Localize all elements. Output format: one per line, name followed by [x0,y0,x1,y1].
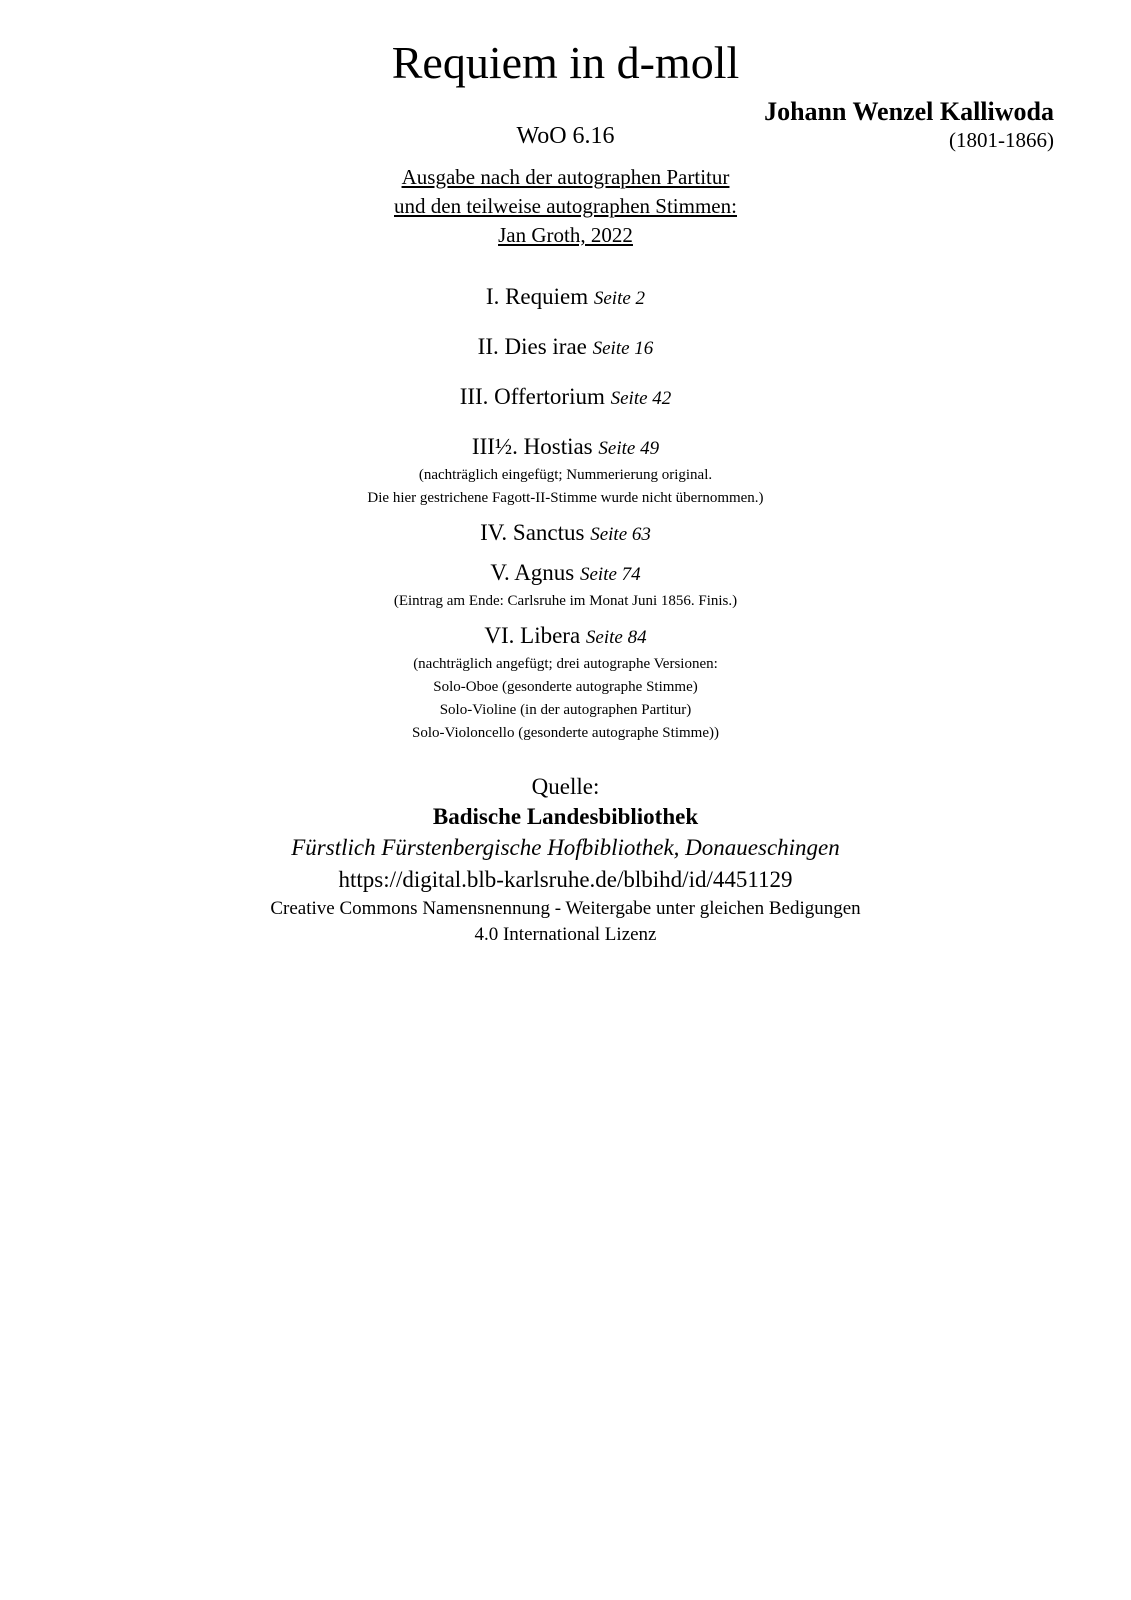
movement-heading [0,558,1131,590]
movement-title: III. Offertorium [459,384,605,409]
movement-page: Seite 84 [585,627,647,648]
movement-heading [0,282,1131,314]
movement-note: (nachträglich angefügt; drei autographe Versionen: [413,656,718,672]
movement-entry [0,518,1131,550]
composer-name: Johann Wenzel Kalliwoda [764,97,1054,126]
movement-title: III½. Hostias [471,434,593,459]
movement-note: Solo-Violoncello (gesonderte autographe Stimme)) [412,725,719,741]
movement-heading [0,382,1131,414]
source-library: Badische Landesbibliothek [432,804,699,829]
edition-line: Ausgabe nach der autographen Partitur [401,165,730,189]
movement-page: Seite 63 [590,524,651,545]
movement-note: Die hier gestrichene Fagott-II-Stimme wurde nicht übernommen.) [367,490,764,506]
movement-entry [0,558,1131,613]
work-title-text: Requiem in d-moll [391,37,740,88]
movement-entry [0,332,1131,364]
source-block [0,772,1131,948]
movement-entry [0,621,1131,745]
movement-page: Seite 16 [592,338,654,359]
source-url: https://digital.blb-karlsruhe.de/blbihd/id/4451129 [338,867,793,892]
work-title [0,38,1131,89]
movement-title: IV. Sanctus [480,520,585,545]
edition-line: Jan Groth, 2022 [498,223,633,247]
movement-title: II. Dies irae [477,334,587,359]
movement-title: V. Agnus [490,560,575,585]
movement-entry [0,282,1131,314]
movement-page: Seite 74 [580,564,641,585]
movement-heading [0,332,1131,364]
source-label: Quelle: [531,774,600,799]
movement-heading [0,518,1131,550]
movement-note: (Eintrag am Ende: Carlsruhe im Monat Juni 1856. Finis.) [393,593,738,609]
movement-title: VI. Libera [484,623,581,648]
composer-lifespan: (1801-1866) [949,128,1054,152]
edition-note [0,163,1131,250]
movement-title: I. Requiem [485,284,589,309]
movement-entry [0,432,1131,510]
movement-note: (nachträglich eingefügt; Nummerierung original. [418,467,713,483]
table-of-contents [0,282,1131,745]
source-collection: Fürstlich Fürstenbergische Hofbibliothek, Donaueschingen [291,835,840,860]
movement-heading [0,621,1131,653]
edition-line: und den teilweise autographen Stimmen: [394,194,737,218]
movement-note: Solo-Violine (in der autographen Partitur) [439,702,692,718]
catalog-number: WoO 6.16 [516,123,615,149]
movement-page: Seite 2 [593,288,646,309]
movement-entry [0,382,1131,414]
movement-note: Solo-Oboe (gesonderte autographe Stimme) [433,679,698,695]
movement-page: Seite 49 [598,438,660,459]
license-text: 4.0 International Lizenz [474,924,657,945]
movement-page: Seite 42 [610,388,672,409]
movement-heading [0,432,1131,464]
license-text: Creative Commons Namensnennung - Weitergabe unter gleichen Bedigungen [270,898,861,919]
